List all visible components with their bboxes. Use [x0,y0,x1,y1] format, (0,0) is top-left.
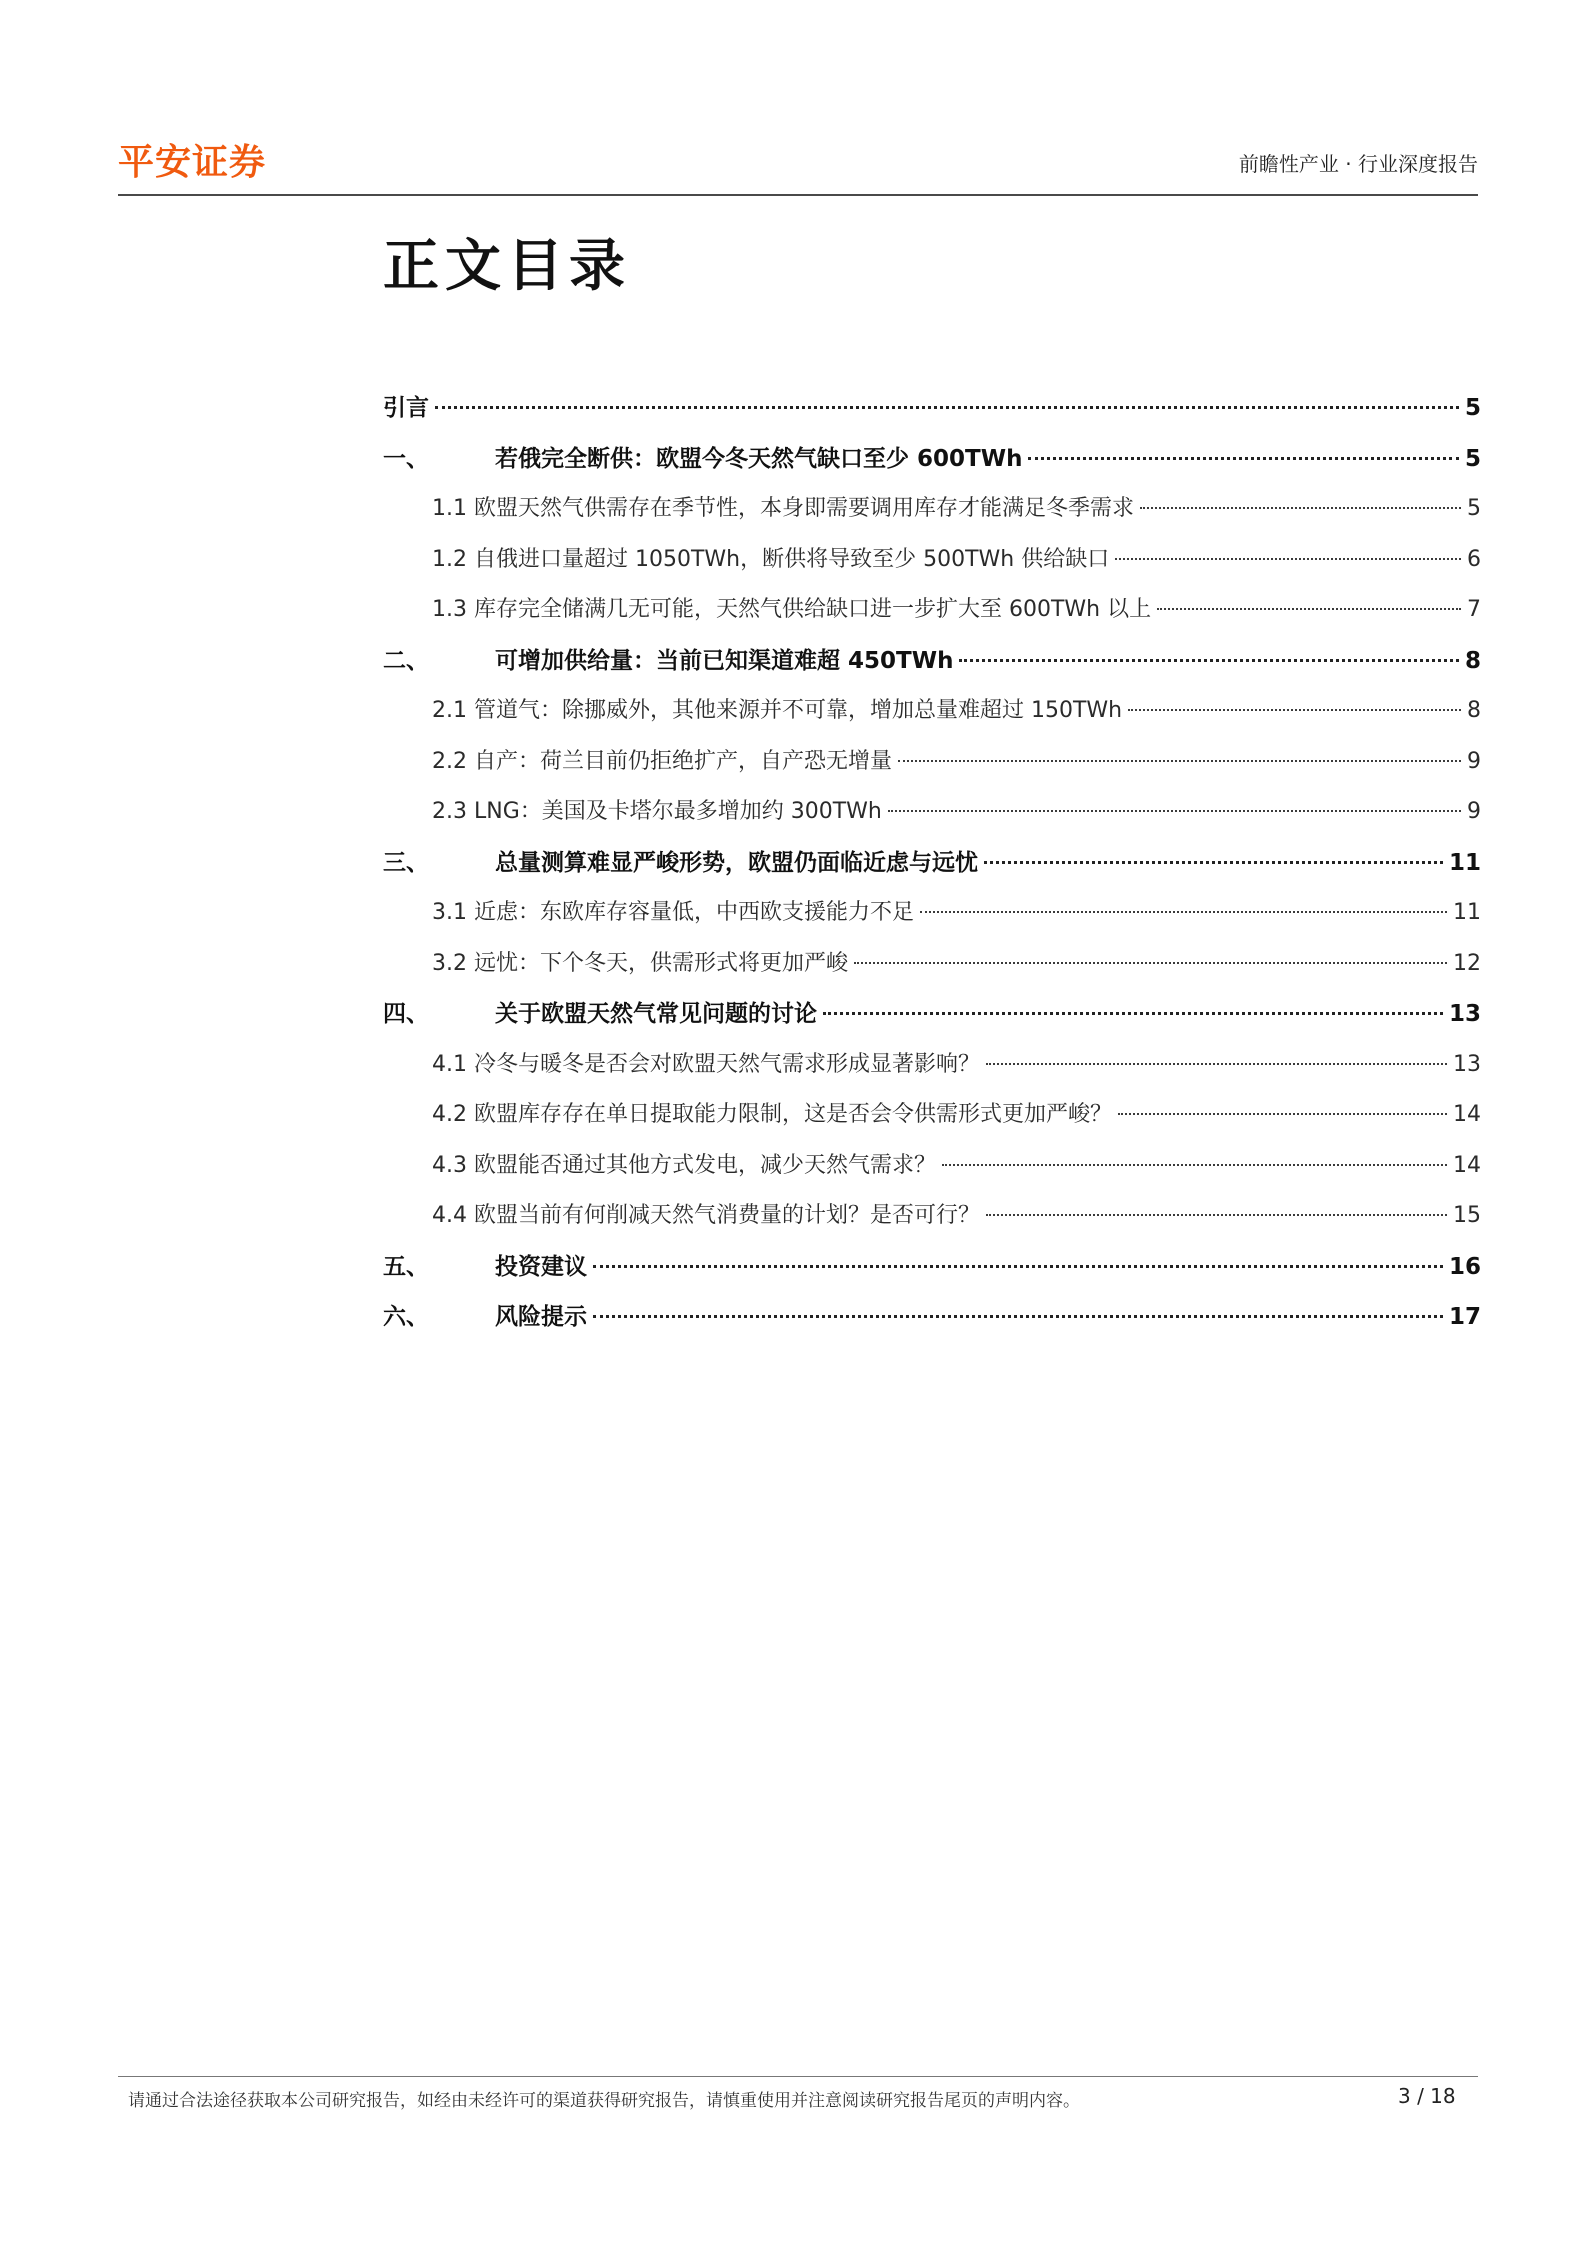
toc-dot-leader [986,1063,1447,1065]
company-logo: 平安证券 [118,142,267,183]
toc-dot-leader [1157,608,1461,610]
toc-chapter-number: 四、 [383,1001,429,1027]
header-divider [118,194,1478,196]
toc-chapter-number: 五、 [383,1253,429,1280]
toc-dot-leader [898,760,1461,762]
toc-section-entry[interactable] [383,1198,1481,1249]
toc-page-number: 13 [1448,1001,1481,1027]
toc-dot-leader [593,1265,1443,1268]
toc-entry-title: 4.4 欧盟当前有何削减天然气消费量的计划？是否可行？ [432,1203,980,1228]
toc-chapter-entry[interactable] [383,441,1481,492]
toc-section-entry[interactable] [383,946,1481,997]
toc-entry-title: 风险提示 [495,1304,587,1330]
toc-page-number: 6 [1467,546,1481,572]
footer-divider [118,2076,1478,2077]
toc-entry-title: 2.3 LNG：美国及卡塔尔最多增加约 300TWh [432,799,882,824]
toc-entry-title: 引言 [383,395,429,421]
toc-entry-title: 1.1 欧盟天然气供需存在季节性，本身即需要调用库存才能满足冬季需求 [432,496,1134,521]
page-header [118,128,1478,198]
toc-page-number: 8 [1464,647,1481,674]
toc-dot-leader [986,1214,1447,1216]
toc-dot-leader [854,962,1447,964]
toc-chapter-entry[interactable] [383,1249,1481,1300]
toc-dot-leader [1118,1113,1447,1115]
toc-page-number: 16 [1448,1253,1481,1280]
toc-entry-title: 3.2 远忧：下个冬天，供需形式将更加严峻 [432,950,848,976]
page-number: 3 / 18 [1398,2084,1456,2108]
toc-chapter-entry[interactable] [383,1299,1481,1350]
toc-dot-leader [942,1164,1447,1166]
toc-page-number: 13 [1453,1051,1481,1077]
toc-dot-leader [920,911,1447,913]
toc-dot-leader [984,861,1443,864]
toc-entry-title: 关于欧盟天然气常见问题的讨论 [495,1001,817,1027]
toc-entry-title: 若俄完全断供：欧盟今冬天然气缺口至少 600TWh [495,445,1023,472]
toc-section-entry[interactable] [383,1047,1481,1098]
toc-entry-title: 总量测算难显严峻形势，欧盟仍面临近虑与远忧 [495,849,978,876]
toc-dot-leader [1128,709,1461,711]
toc-dot-leader [888,810,1461,812]
toc-page-number: 14 [1453,1102,1481,1127]
toc-page-number: 8 [1467,698,1481,723]
toc-section-entry[interactable] [383,744,1481,795]
toc-section-entry[interactable] [383,592,1481,643]
toc-page-number: 9 [1467,799,1481,824]
toc-chapter-entry[interactable] [383,390,1481,441]
toc-chapter-entry[interactable] [383,996,1481,1047]
toc-dot-leader [1140,507,1461,509]
toc-dot-leader [1115,558,1461,560]
toc-dot-leader [823,1012,1443,1015]
report-type-label: 前瞻性产业 · 行业深度报告 [1238,152,1478,176]
toc-entry-title: 可增加供给量：当前已知渠道难超 450TWh [495,647,954,674]
toc-chapter-number: 六、 [383,1304,429,1330]
toc-page-number: 17 [1448,1304,1481,1330]
toc-chapter-entry[interactable] [383,845,1481,896]
toc-page-number: 7 [1467,597,1481,622]
toc-entry-title: 2.2 自产：荷兰目前仍拒绝扩产，自产恐无增量 [432,748,892,774]
toc-page-number: 5 [1464,395,1481,421]
toc-section-entry[interactable] [383,1148,1481,1199]
toc-page-number: 9 [1467,748,1481,774]
toc-page-number: 5 [1467,496,1481,521]
toc-chapter-number: 二、 [383,647,429,674]
toc-chapter-number: 一、 [383,445,429,472]
toc-chapter-number: 三、 [383,849,429,876]
toc-section-entry[interactable] [383,693,1481,744]
toc-entry-title: 4.3 欧盟能否通过其他方式发电，减少天然气需求？ [432,1152,936,1178]
toc-page-number: 11 [1453,900,1481,925]
toc-section-entry[interactable] [383,895,1481,946]
toc-dot-leader [1028,457,1459,460]
toc-page-number: 12 [1453,950,1481,976]
toc-page-number: 5 [1464,445,1481,472]
toc-page-number: 15 [1453,1203,1481,1228]
toc-section-entry[interactable] [383,1097,1481,1148]
toc-entry-title: 投资建议 [495,1253,587,1280]
footer-disclaimer: 请通过合法途径获取本公司研究报告，如经由未经许可的渠道获得研究报告，请慎重使用并注意阅读研究报告尾页的声明内容。 [128,2091,1080,2111]
toc-entry-title: 4.1 冷冬与暖冬是否会对欧盟天然气需求形成显著影响？ [432,1051,980,1077]
page-title: 正文目录 [383,234,631,299]
toc-entry-title: 2.1 管道气：除挪威外，其他来源并不可靠，增加总量难超过 150TWh [432,698,1123,723]
toc-entry-title: 4.2 欧盟库存存在单日提取能力限制，这是否会令供需形式更加严峻？ [432,1102,1112,1127]
toc-dot-leader [593,1315,1443,1318]
toc-chapter-entry[interactable] [383,643,1481,694]
toc-dot-leader [959,659,1459,662]
toc-page-number: 11 [1448,849,1481,876]
toc-dot-leader [435,406,1459,409]
toc-entry-title: 1.3 库存完全储满几无可能，天然气供给缺口进一步扩大至 600TWh 以上 [432,597,1152,622]
toc-entry-title: 1.2 自俄进口量超过 1050TWh，断供将导致至少 500TWh 供给缺口 [432,546,1110,572]
toc-section-entry[interactable] [383,542,1481,593]
table-of-contents [383,390,1481,1350]
toc-section-entry[interactable] [383,794,1481,845]
toc-page-number: 14 [1453,1152,1481,1178]
toc-section-entry[interactable] [383,491,1481,542]
toc-entry-title: 3.1 近虑：东欧库存容量低，中西欧支援能力不足 [432,900,914,925]
